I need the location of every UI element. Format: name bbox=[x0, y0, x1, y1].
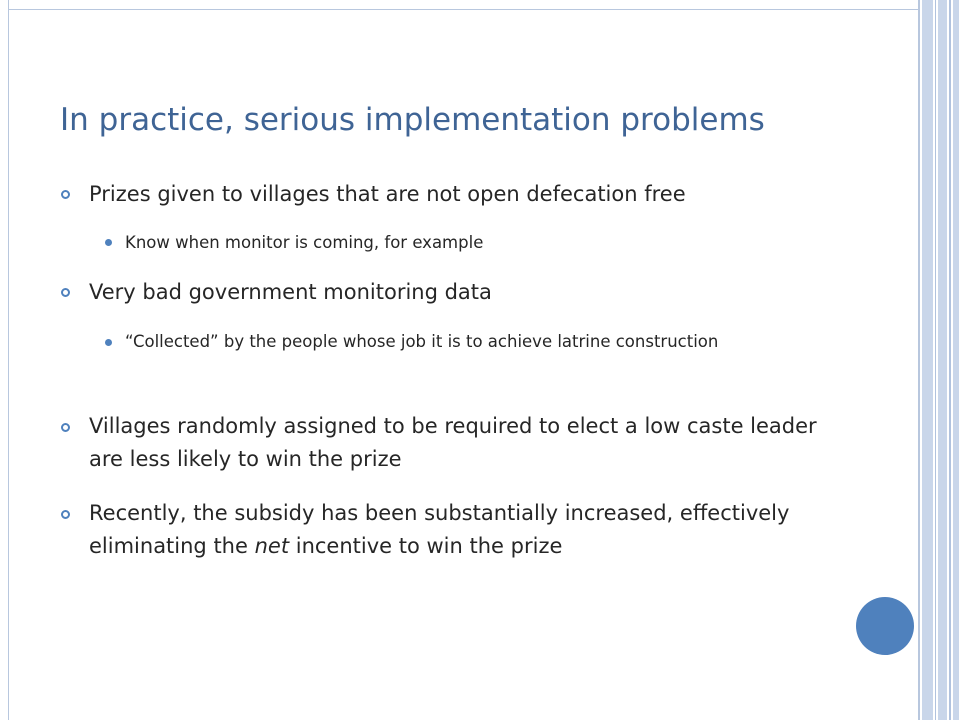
bullet-item: Very bad government monitoring data bbox=[89, 280, 492, 304]
bullet-item: Prizes given to villages that are not open defecation free bbox=[89, 182, 686, 206]
stripe bbox=[938, 0, 947, 720]
bullet-ring-icon bbox=[61, 423, 70, 432]
stripe bbox=[922, 0, 933, 720]
bullet-emphasis-net: net bbox=[254, 534, 290, 558]
bullet-ring-icon bbox=[61, 510, 70, 519]
right-stripes-decoration bbox=[920, 0, 960, 720]
stripe bbox=[949, 0, 951, 720]
bullet-text-part: incentive to win the prize bbox=[289, 534, 563, 558]
frame-left-line bbox=[8, 0, 9, 720]
frame-top-line bbox=[8, 9, 920, 10]
bullet-ring-icon bbox=[61, 190, 70, 199]
stripe bbox=[935, 0, 936, 720]
bullet-text-part: Recently, the subsidy has been substantially increased, effectively eliminating the bbox=[89, 501, 790, 558]
sub-bullet-dot-icon bbox=[105, 339, 112, 346]
sub-bullet-item: Know when monitor is coming, for example bbox=[125, 233, 484, 252]
sub-bullet-dot-icon bbox=[105, 239, 112, 246]
slide-title: In practice, serious implementation problems bbox=[60, 102, 765, 138]
bullet-item bbox=[89, 497, 829, 563]
decorative-circle bbox=[856, 597, 914, 655]
stripe bbox=[953, 0, 959, 720]
bullet-item: Villages randomly assigned to be required to elect a low caste leader are less likely to win the prize bbox=[89, 414, 817, 471]
sub-bullet-item: “Collected” by the people whose job it is to achieve latrine construction bbox=[125, 332, 719, 351]
bullet-ring-icon bbox=[61, 288, 70, 297]
